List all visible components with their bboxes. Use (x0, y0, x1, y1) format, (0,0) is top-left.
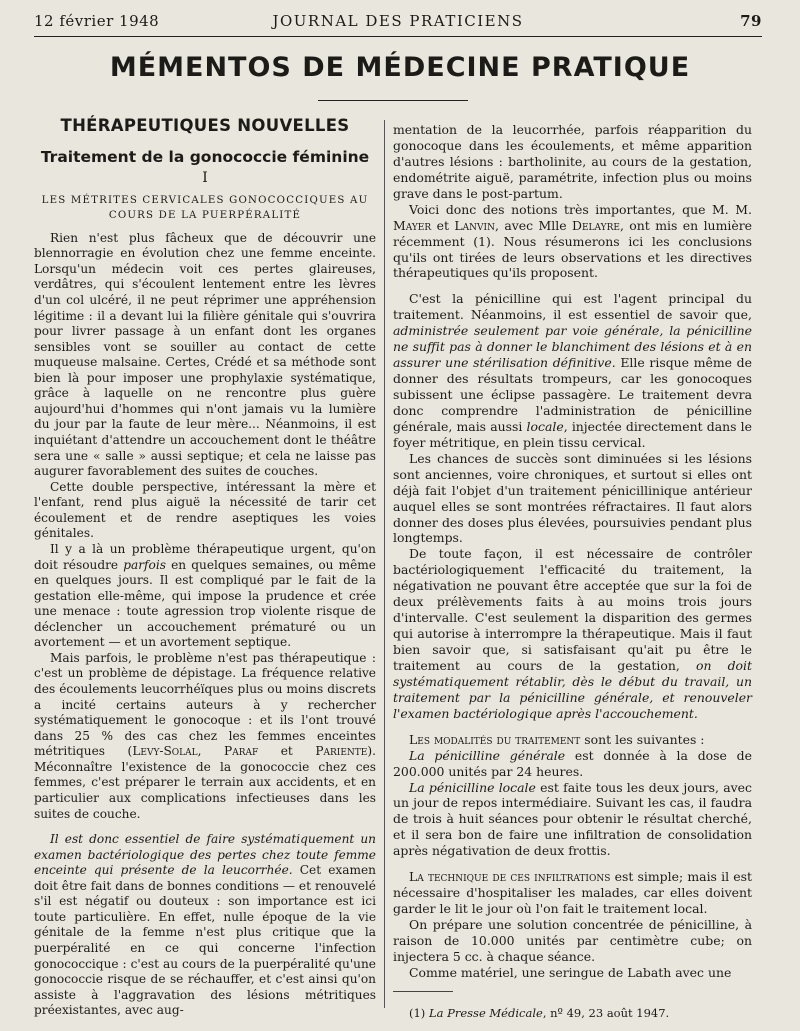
column-divider (384, 120, 385, 1008)
paragraph: On prépare une solution concentrée de pénicilline, à raison de 10.000 unités par centimètre cube; on injectera 5 cc. à chaque séance. (393, 917, 752, 964)
header-rule (34, 36, 762, 37)
running-head (34, 12, 762, 34)
paragraph: Il est donc essentiel de faire systématiquement un examen bactériologique des pertes chez toute femme enceinte qui présente de la leucorrhée. Cet examen doit être fait dans de bonnes conditions — et renouvelé s'il est négatif ou douteux : son importance est ici toute particulière. En effet, nulle époque de la vie génitale de la femme n'est plus critique que la puerpéralité en ce qui concerne l'infection gonococcique : c'est au cours de la puerpéralité qu'une gonococcie risque de se réchauffer, et c'est ainsi qu'on assiste à l'aggravation des lésions métritiques préexistantes, avec aug- (34, 832, 377, 1018)
paragraph: Rien n'est plus fâcheux que de découvrir une blennorragie en évolution chez une femme enceinte. Lorsqu'un médecin voit ces pertes glaireuses, verdâtres, qui s'écoulent lentement entre les lèvres d'un col ulcéré, il ne peut réprimer une appréhension légitime : il a devant lui la filière génitale qui s'ouvrira pour livrer passage à un enfant dont les organes sensibles vont se souiller au contact de cette muqueuse malsaine. Certes, Crédé et sa méthode sont bien là pour imposer une prophylaxie systématique, grâce à laquelle on ne rencontre plus guère aujourd'hui d'hommes qui n'ont jamais vu la lumière du jour par la faute de leur mère... Néanmoins, il est inquiétant d'attendre un accouchement dont le théâtre sera une « salle » aussi septique; et cela ne laisse pas augurer favorablement des suites de couches. (34, 230, 376, 479)
paragraph: Les chances de succès sont diminuées si les lésions sont anciennes, voire chroniques, et surtout si elles ont déjà fait l'objet d'un traitement pénicillinique antérieur auquel elles se sont montrées réfractaires. Il faut alors donner des doses plus élevées, poursuivies pendant plus longtemps. (393, 450, 752, 546)
main-title: MÉMENTOS DE MÉDECINE PRATIQUE (109, 52, 691, 83)
paragraph: De toute façon, il est nécessaire de contrôler bactériologiquement l'efficacité du traitement, la négativation ne pouvant être acceptée que sur la foi de deux prélèvements faits à au moins trois jours d'intervalle. C'est seulement la disparition des germes qui autorise à interrompre la thérapeutique. Mais il faut bien savoir que, si satisfaisant qu'ait pu être le traitement au cours de la gestation, on doit systématiquement rétablir, dès le début du travail, un traitement par la pénicilline générale, et renouveler l'examen bactériologique après l'accouchement. (393, 546, 752, 721)
paragraph: C'est la pénicilline qui est l'agent principal du traitement. Néanmoins, il est essentiel de savoir que, administrée seulement par voie générale, la pénicilline ne suffit pas à donner le blanchiment des lésions et à en assurer une stérilisation définitive. Elle risque même de donner des résultats trompeurs, car les gonocoques subissent une éclipse passagère. Le traitement devra donc comprendre l'administration de pénicilline générale, mais aussi locale, injectée directement dans le foyer métritique, en plein tissu cervical. (393, 291, 753, 450)
footnote: (1) La Presse Médicale, nº 49, 23 août 1947. (409, 1005, 670, 1020)
paragraph: Comme matériel, une seringue de Labath avec une (409, 964, 732, 980)
paragraph: Voici donc des notions très importantes, que M. M. Mayer et Lanvin, avec Mlle Delayre, ont mis en lumière récemment (1). Nous résumerons ici les conclusions qu'ils ont tirées de leurs observations et les directives thérapeutiques qu'ils proposent. (393, 201, 753, 281)
paragraph: La pénicilline locale est faite tous les deux jours, avec un jour de repos intermédiaire. Suivant les cas, il faudra de trois à huit séances pour obtenir le résultat cherché, et il sera bon de faire une infiltration de consolidation après négativation de deux frottis. (393, 779, 752, 859)
paragraph: Il y a là un problème thérapeutique urgent, qu'on doit résoudre parfois en quelques semaines, ou même en quelques jours. Il est compliqué par le fait de la gestation elle-même, qui impose la prudence et crée une menace : toute agression trop violente risque de déclencher un accouchement prématuré ou un avortement — et un avortement septique. (34, 541, 376, 650)
footnote-rule (393, 991, 453, 992)
emphasis: Il est donc essentiel de faire systématiquement un examen bactériologique des pertes chez toute femme enceinte qui présente de la leucorrhée. (34, 832, 376, 878)
paragraph: Cette double perspective, intéressant la mère et l'enfant, rend plus aiguë la nécessité de tarir cet écoulement et de rendre aseptiques les voies génitales. (34, 479, 376, 541)
paragraph: mentation de la leucorrhée, parfois réapparition du gonocoque dans les écoulements, et même apparition d'autres lésions : bartholinite, au cours de la gestation, endométrite aiguë, paramétrite, infection plus ou moins grave dans le post-partum. (393, 122, 752, 201)
paragraph: La pénicilline générale est donnée à la dose de 200.000 unités par 24 heures. (393, 747, 752, 779)
part-number: I (202, 170, 208, 187)
paragraph: Mais parfois, le problème n'est pas thérapeutique : c'est un problème de dépistage. La fréquence relative des écoulements leucorrhéïques plus ou moins discrets a incité certains auteurs à y rechercher systématiquement le gonocoque : et ils l'ont trouvé dans 25 % des cas chez les femmes enceintes métritiques (Levy-Solal, Paraf et Pariente). Méconnaître l'existence de la gonococcie chez ces femmes, c'est préparer le terrain aux accidents, et en particulier aux complications infectieuses dans les suites de couche. (34, 650, 376, 821)
paragraph: Les modalités du traitement sont les suivantes : (409, 731, 705, 747)
right-column (393, 122, 752, 1022)
paragraph: La technique de ces infiltrations est simple; mais il est nécessaire d'hospitaliser les malades, car elles doivent garder le lit le jour où l'on fait le traitement local. (393, 869, 752, 917)
section-title: THÉRAPEUTIQUES NOUVELLES (60, 116, 350, 135)
page-number: 79 (740, 12, 762, 30)
author-name: Pariente (315, 744, 368, 759)
issue-date: 12 février 1948 (34, 12, 160, 30)
left-column (34, 118, 376, 1019)
author-names: Levy-Solal, Paraf (132, 744, 259, 759)
journal-name: JOURNAL DES PRATICIENS (272, 12, 524, 30)
article-subheading: LES MÉTRITES CERVICALES GONOCOCCIQUES AU COURS DE LA PUERPÉRALITÉ (41, 194, 369, 221)
article-title: Traitement de la gonococcie féminine (40, 147, 370, 166)
title-rule (318, 100, 468, 101)
